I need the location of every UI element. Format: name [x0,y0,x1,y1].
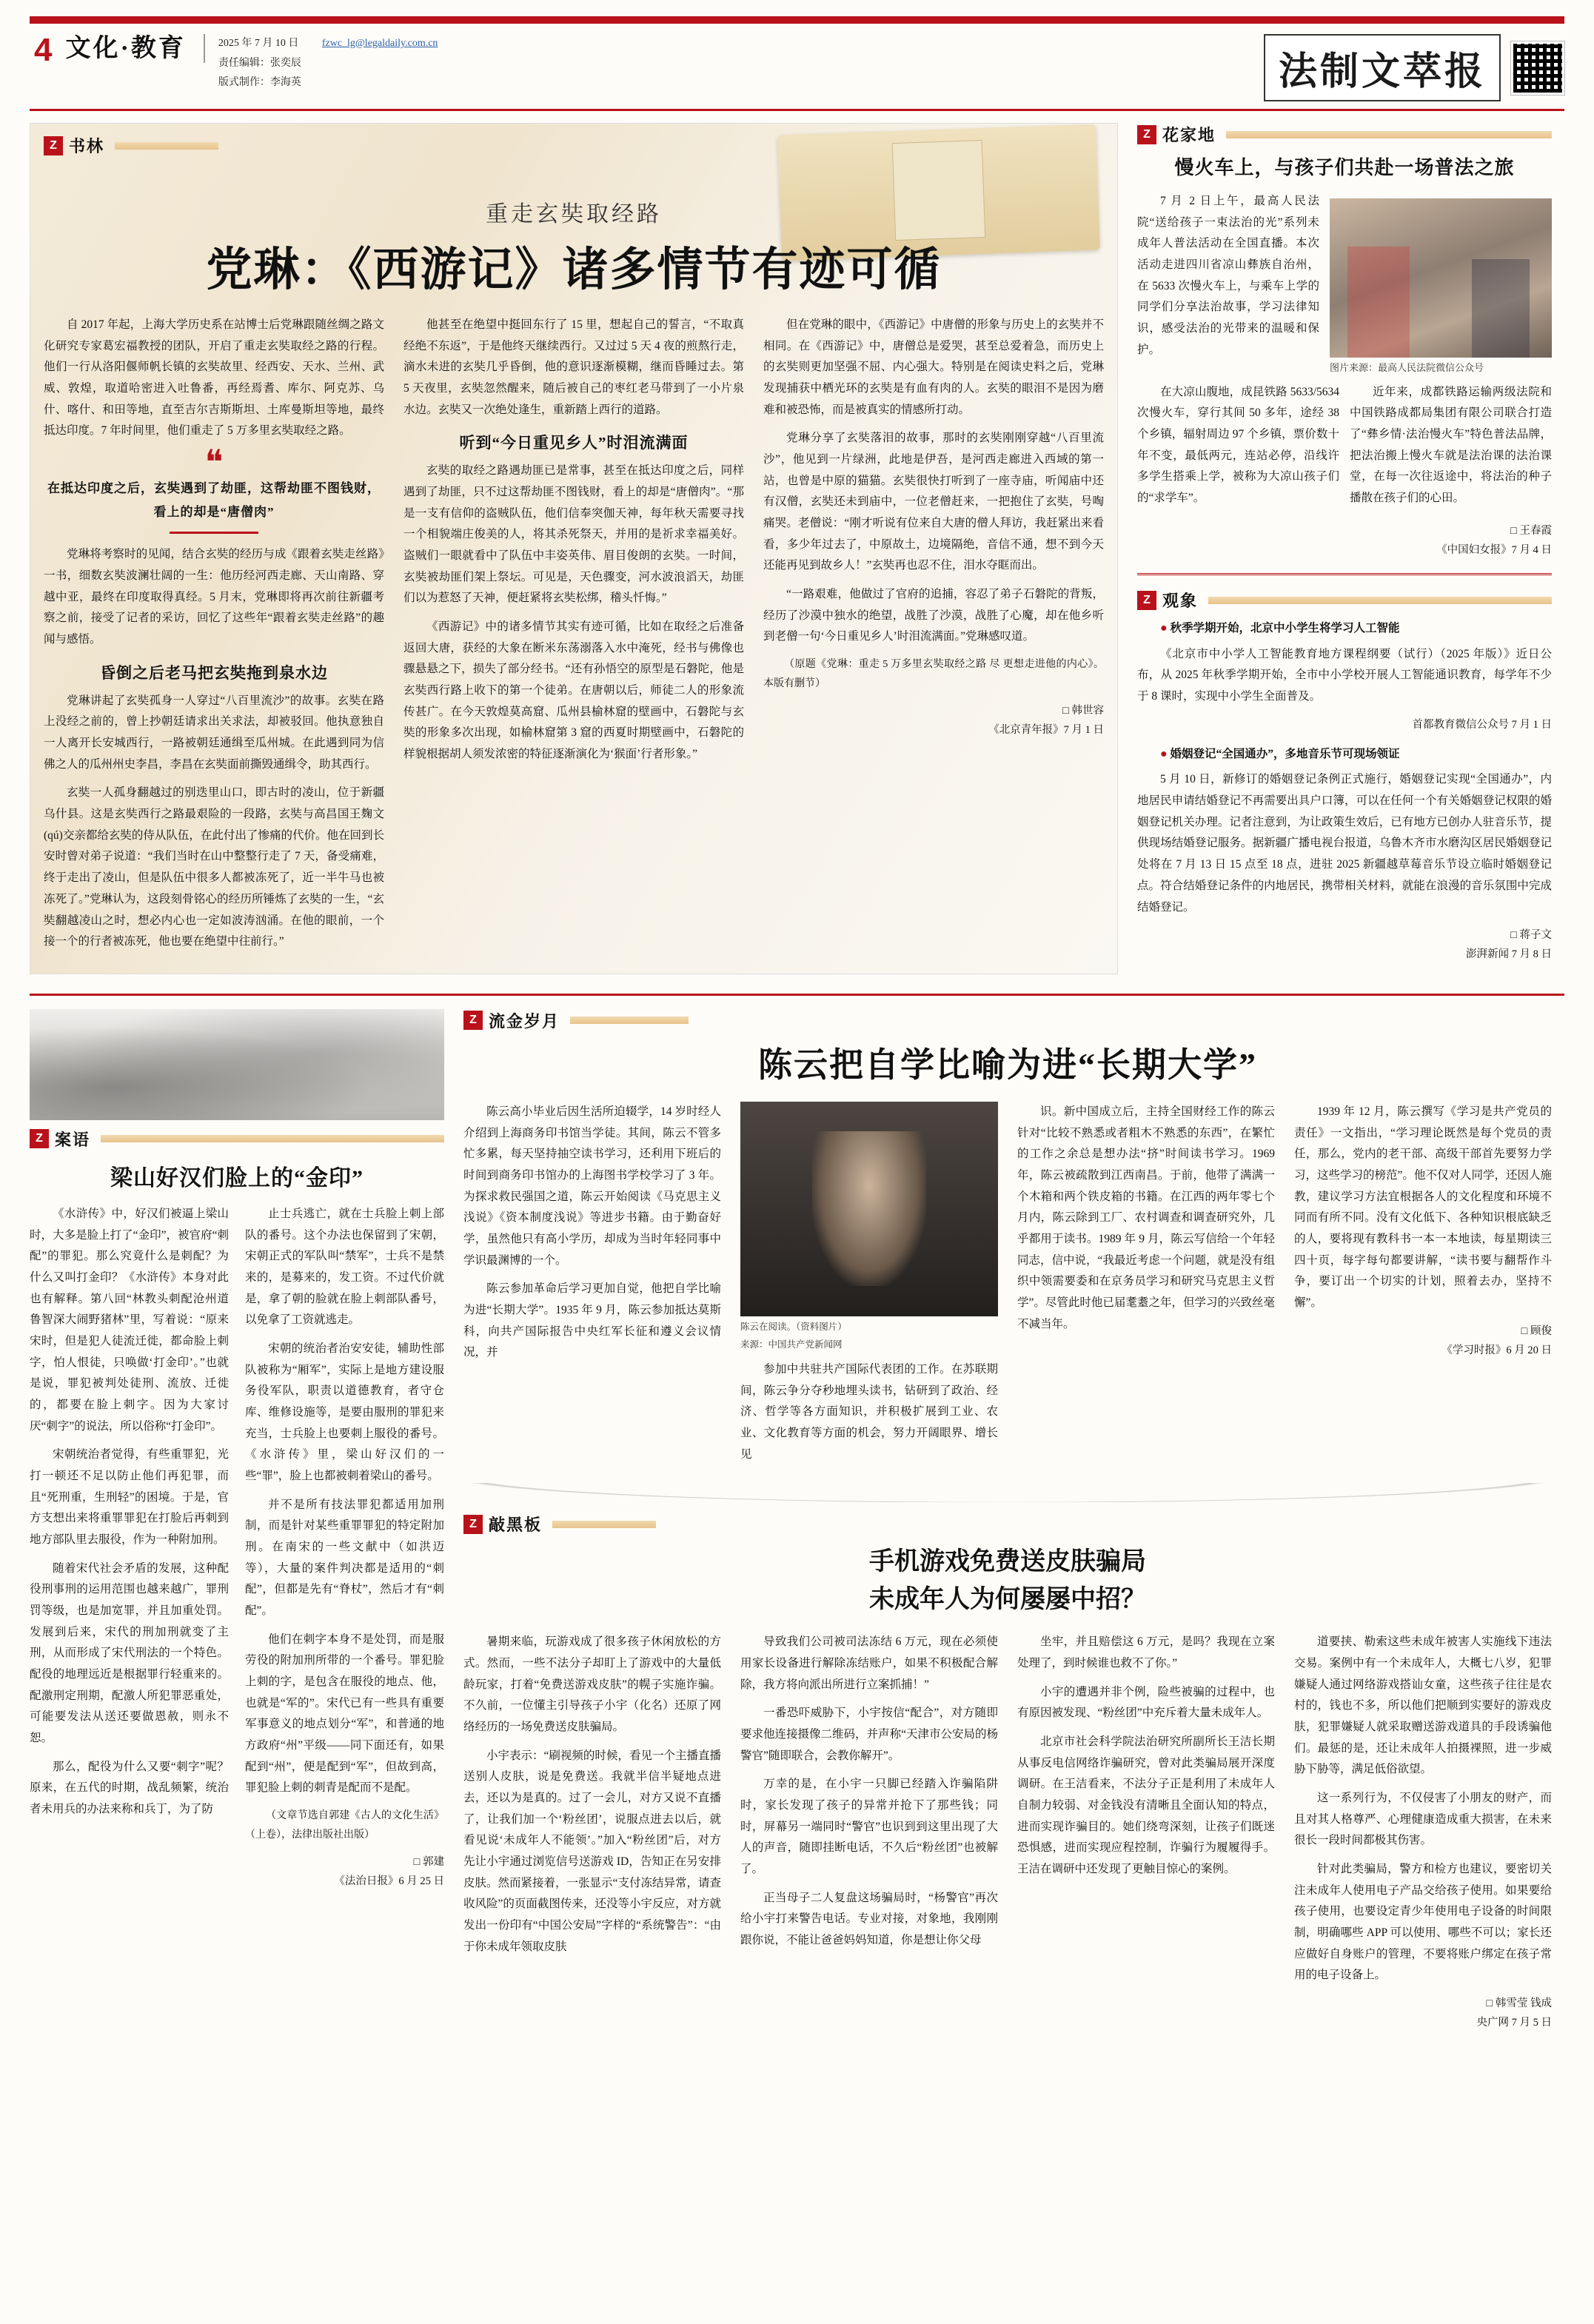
paragraph: 《北京市中小学人工智能教育地方课程纲要（试行）（2025 年版）》近日公布，从 2025 年秋季学期开始，全市中小学校开展人工智能通识教育，每学年不少于 8 课时，实现中小学生全面普及。 [1137,647,1552,703]
tag-badge-icon: Z [44,136,63,155]
tag-label: 案语 [55,1130,91,1149]
article-photo [1330,198,1552,358]
paragraph: 暑期来临，玩游戏成了很多孩子休闲放松的方式。然而，一些不法分子却盯上了游戏中的大量低龄玩家，打着“免费送游戏皮肤”的幌子实施诈骗。不久前，一位懂主引导孩子小宇（化名）还原了网络经历的一场免费送皮肤骗局。 [463,1635,721,1733]
qiaoheiban-article [463,1513,1552,2032]
tag-badge-icon: Z [463,1011,483,1030]
tag-label: 敲黑板 [489,1516,543,1535]
liujin-col-2 [740,1102,998,1473]
byline [1137,715,1552,734]
paragraph: 坐牢，并且赔偿这 6 万元，是吗？我现在立案处理了，到时候谁也救不了你。” [1017,1635,1275,1670]
paragraph: 小宇表示：“刷视频的时候，看见一个主播直播送别人皮肤，说是免费送。我就半信半疑地点进去，还以为是真的。过了一会儿，对方又说不直播了，让我们加一个‘粉丝团’，说服点进去以后，就看见说‘未成年人不能领’。”加入“粉丝团”后，对方先让小宇通过浏览信号送游戏 ID，告知正在另安排皮肤。然而紧接着，一张显示“支付冻结异常，请查收风险”的页面截图传来，还没等小宇反应，对方就发出一份印有“中国公安局”字样的“系统警告”：“由于你未成年领取皮肤 [463,1749,721,1953]
photo-caption: 图片来源：最高人民法院微信公众号 [1330,362,1484,373]
right-sidebar [1137,123,1552,974]
paragraph: 玄奘的取经之路遇劫匪已是常事，甚至在抵达印度之后，同样遇到了劫匪，只不过这帮劫匪不图钱财，看上的却是“唐僧肉”。“那是一支有信仰的盗贼队伍，他们信奉突伽天神，每年秋天需要寻找一个相貌端庄俊美的人，将其杀死祭天，并用的是祈求幸福美好。盗贼们一眼就看中了队伍中丰姿英伟、眉目俊朗的玄奘。一时间，玄奘被劫匪们架上祭坛。可见是，天色骤变，河水波浪滔天，劫匪们以为惹怒了天神，便赶紧将玄奘松绑，稽头忏悔。” [403,464,744,605]
quote-rule [170,532,258,534]
paragraph: 北京市社会科学院法治研究所副所长王洁长期从事反电信网络诈骗研究，曾对此类骗局展开深度调研。在王洁看来，不法分子正是利用了未成年人自制力较弱、对金钱没有清晰且全面认知的特点，进而实现诈骗目的。她们绕弯深刻，让孩子们既迷恐惧感，进而实现应程控制，诈骗行为履履得手。王洁在调研中还发现了更触目惊心的案例。 [1017,1735,1275,1875]
editors-note: （文章节选自郭建《古人的文化生活》（上卷），法律出版社出版） [245,1809,444,1841]
top-red-rule [30,16,1564,24]
paragraph: 玄奘一人孤身翻越过的别迭里山口，即古时的凌山，位于新疆乌什县。这是玄奘西行之路最艰险的一段路，玄奘与高昌国王麹文(qú)交亲都给玄奘的侍从队伍，在此付出了惨痛的代价。他在回到长安时曾对弟子说道：“我们当时在山中整整行走了 7 天，备受痛难，终于走出了凌山，但是队伍中很多人都被冻死了，近一半牛马也被冻死了。”党琳认为，这段刻骨铭心的经历所锤炼了玄奘的一生，“玄奘翻越凌山之时，想必内心也一定如波涛汹涌。在他的眼前，一个接一个的行者被冻死，他也要在绝望中往前行。” [44,786,384,948]
article-title: 陈云把自学比喻为进“长期大学” [758,1045,1257,1084]
paragraph: 这一系列行为，不仅侵害了小朋友的财产，而且对其人格尊严、心理健康造成重大损害，在未来很长一段时间都极其伤害。 [1294,1791,1552,1847]
tag-qiaoheiban [463,1513,1552,1536]
paragraph: 1939 年 12 月，陈云撰写《学习是共产党员的责任》一文指出，“学习理论既然是每个党员的责任，那么，党内的老干部、高级干部首先要努力学习，这些学习的榜范”。他不仅对人同学，还因人施教，建议学习方法宜根据各人的文化程度和环境不同而有所不同。没有文化低下、各种知识根底缺乏的人，要将现有教科书一本一本地读，每星期读三四十页，每字每句都要讲解，“读书要与翻帮作斗争，要订出一个切实的计划，照着去办，坚持不懈”。 [1294,1105,1552,1309]
tag-huajiadi [1137,123,1552,146]
liujin-article [463,1009,1552,1473]
paragraph: 小宇的遭遇并非个例，险些被骗的过程中，也有原因被发现、“粉丝团”中充斥着大量未成年人。 [1017,1685,1275,1720]
paragraph: 5 月 10 日，新修订的婚姻登记条例正式施行，婚姻登记实现“全国通办”，内地居民申请结婚登记不再需要出具户口簿，可以在任何一个有关婚姻登记权限的婚姻登记机关办理。记者注意到，为让政策生效后，已有地方已创办人驻音乐节，提供现场结婚登记服务。据新疆广播电视台报道，乌鲁木齐市水磨沟区居民婚姻登记处将在 7 月 13 日 15 点至 18 点，进驻 2025 新疆越草莓音乐节设立临时婚姻登记点。符合结婚登记条件的内地居民，携带相关材料，就能在浪漫的音乐氛围中完成结婚登记。 [1137,773,1552,914]
feature-columns [44,315,1104,960]
byline-author: □ 蒋子文 [1510,929,1552,942]
byline-author: □ 韩雪莹 钱成 [1486,1997,1552,2009]
feature-article [30,123,1118,974]
tag-rule [1226,131,1552,138]
byline-source: 《中国妇女报》7 月 4 日 [1436,543,1552,556]
bullet-dot-icon: ● [1160,747,1168,760]
tag-label: 花家地 [1162,126,1216,144]
qhb-col-1 [463,1632,721,2032]
byline-source: 《学习时报》6 月 20 日 [1441,1344,1552,1356]
paragraph: 并不是所有技法罪犯都适用加刑制，而是针对某些重罪罪犯的特定附加刑。在南宋的一些文献中（如洪迈等），大量的案件判决都是适用的“刺配”，但都是先有“脊杖”，然后才有“刺配”。 [245,1498,444,1617]
paragraph: 针对此类骗局，警方和检方也建议，要密切关注未成年人使用电子产品交给孩子使用。如果要给孩子使用，也要设定青少年使用电子设备的时间限制，明确哪些 APP 可以使用、哪些不可以；家长还应做好自身账户的管理，不要将账户绑定在孩子常用的电子设备上。 [1294,1862,1552,1982]
qhb-col-2 [740,1632,998,2032]
tag-badge-icon: Z [1137,591,1156,610]
paragraph: 陈云高小毕业后因生活所迫辍学，14 岁时经人介绍到上海商务印书馆当学徒。其间，陈云不管多忙多累，每天坚持抽空读书学习，还利用下班后的时间到商务印书馆办的上海图书学校学习了 3 年。为探求救民强国之道，陈云开始阅读《马克思主义浅说》《资本制度浅说》等进步书籍。由于勤奋好学，虽然他只有高小学历，却成为当时年轻同事中学识最渊博的一个。 [463,1105,721,1267]
section-divider [1137,573,1552,575]
quote-mark-icon: ❝ [204,443,224,482]
masthead-email-block [301,34,438,54]
qhb-col-4 [1294,1632,1552,2032]
liujin-col-1 [463,1102,721,1473]
feature-col-2 [403,315,744,960]
byline [763,701,1104,740]
paragraph: 一番恐吓威胁下，小宇按信“配合”，对方随即要求他连接摄像二维码，并声称“天津市公安局的杨警官”随即联合，会教你解开”。 [740,1707,998,1762]
byline-author: □ 王春霞 [1510,524,1552,537]
editors-note: （原题《党琳：重走 5 万多里玄奘取经之路 尽 更想走进他的内心》。本版有删节） [763,659,1104,689]
byline-source: 《北京青年报》7 月 1 日 [988,723,1104,736]
photo-source: 来源：中国共产党新闻网 [740,1339,843,1350]
feature-col-3 [763,315,1104,960]
paragraph: “一路艰难，他做过了官府的追捕，容忍了弟子石磐陀的背叛，经历了沙漠中独水的绝望，战胜了沙漠，战胜了心魔，却在他乡听到老僧一句‘今日重见乡人’时泪流满面。”党琳感叹道。 [763,588,1104,643]
byline [1137,925,1552,964]
paragraph: 宋朝的统治者治安安徒，辅助性部队被称为“厢军”，实际上是地方建设服务役军队，职责以道德教育，者守仓库、维修设施等，是要由服刑的罪犯来充当，士兵脸上也要刺上服役的番号。《水浒传》里，梁山好汉们的一些“罪”，脸上也都被刺着梁山的番号。 [245,1342,444,1482]
paragraph: 近年来，成都铁路运输两级法院和中国铁路成都局集团有限公司联合打造了“彝乡情·法治慢火车”特色普法品牌，把法治搬上慢火车就是法治课的法治课堂，在每一次往返途中，将法治的种子播散在孩子们的心田。 [1350,385,1552,505]
byline [1294,1994,1552,2032]
paragraph: 他甚至在绝望中挺回东行了 15 里，想起自己的誓言，“不取真经绝不东返”，于是他终天继续西行。又过过 5 天 4 夜的煎熬行走，滴水未进的玄奘几乎昏倒，他的意识逐渐模糊，继而昏睡过去。第 5 天夜里，玄奘忽然醒来，随后被自己的枣红老马带到了一小片泉水边。玄奘又一次绝处逢生，重新踏上西行的道路。 [403,318,744,416]
paragraph: 道要挟、勒索这些未成年被害人实施线下违法交易。案例中有一个未成年人，大概七八岁，犯罪嫌疑人通过网络游戏搭讪女童，这些孩子往往是农村的，钱也不多，所以他们把顺到实要好的游戏皮肤，犯罪嫌疑人就采取赠送游戏道具的手段诱骗他们。最惩的是，还让未成年人拍摄裸照，进一步威胁下胁等，满足低俗欲望。 [1294,1635,1552,1776]
brief-heading-text: 秋季学期开始，北京中小学生将学习人工智能 [1170,622,1400,635]
subheading: 昏倒之后老马把玄奘拖到泉水边 [100,663,328,682]
masthead-right [1264,34,1564,101]
paragraph: 正当母子二人复盘这场骗局时，“杨警官”再次给小宇打来警告电话。专业对接，对象地，我刚刚跟你说，不能让爸爸妈妈知道，你是想让你父母 [740,1891,998,1946]
paragraph: 万幸的是，在小宇一只脚已经踏入诈骗陷阱时，家长发现了孩子的异常并抢下了那些钱；同时，屏幕另一端同时“警官”也识到到这里出现了大人的声音，随即挂断电话，不久后“粉丝团”也被解了。 [740,1778,998,1875]
subheading: 听到“今日重见乡人”时泪流满面 [459,434,689,452]
tag-guanxiang [1137,589,1552,612]
feature-kicker: 重走玄奘取经路 [486,202,662,227]
paragraph: 陈云参加革命后学习更加自觉，他把自学比喻为进“长期大学”。1935 年 9 月，陈云参加抵达莫斯科，向共产国际报告中央红军长征和遵义会议情况，并 [463,1282,721,1359]
brief-item-heading [1137,617,1552,640]
wave-divider [463,1483,1552,1502]
anyu-col-2 [245,1204,444,1891]
byline-source: 央广网 7 月 5 日 [1476,2017,1552,2029]
paragraph: 自 2017 年起，上海大学历史系在站博士后党琳跟随丝绸之路文化研究专家葛宏福教授的团队，开启了重走玄奘取经之路的行程。他们一行从洛阳偃师帆长镇的玄奘故里、经西安、天水、兰州、武威、敦煌，取道哈密进入吐鲁番，再经焉耆、库尔、阿克苏、乌什、喀什、和田等地，直至吉尔吉斯斯坦、土库曼斯坦等地，最终抵达印度。7 年时间里，他们重走了 5 万多里玄奘取经之路。 [44,318,384,438]
pull-quote-text: 在抵达印度之后，玄奘遇到了劫匪，这帮劫匪不图钱财，看上的却是“唐僧肉” [47,480,381,520]
byline-author: □ 郭建 [413,1855,444,1868]
tag-rule [101,1135,444,1142]
liujin-col-3 [1017,1102,1275,1473]
byline-author: □ 顾俊 [1521,1325,1552,1337]
article-title [463,1543,1552,1618]
paragraph: 参加中共驻共产国际代表团的工作。在苏联期间，陈云争分夺秒地埋头读书，钻研到了政治、经济、哲学等各方面知识，并积极扩展到工业、农业、文化教育等方面的机会，努力开阔眼界、增长见 [740,1362,998,1461]
feature-headline: 党琳：《西游记》诸多情节有迹可循 [206,245,942,295]
paragraph: 《西游记》中的诸多情节其实有迹可循，比如在取经之后准备返回大唐，获经的大象在断米东荡溺落入水中淹死，经书与佛像也骤悬悬之下，损失了部分经书。“还有孙悟空的原型是石磐陀，他是玄奘西行路上收下的第一个徒弟。在唐朝以后，师徒二人的形象流传甚广。在今天敦煌莫高窟、瓜州县榆林窟的壁画中，石磐陀与玄奘的形象多次出现，如榆林窟第 3 窟的西夏时期壁画中，石磐陀的样貌根据胡人须发浓密的特征逐渐演化为‘猴面’行者形象。” [403,620,744,761]
paragraph: 他们在刺字本身不是处罚，而是服劳役的附加刑所带的一个番号。罪犯脸上刺的字，是包含在服役的地点、他，也就是“军的”。宋代已有一些具有重要军事意义的地点划分“军”，和普通的地方政府“州”平级——同下面还有，如果配到“州”，便是配到“军”，但故到高，罪犯脸上刺的刺青是配而不是配。 [245,1633,444,1795]
tag-shulin [44,134,1104,157]
tag-badge-icon: Z [30,1129,49,1148]
paper-title: 法制文萃报 [1264,34,1501,101]
feature-col-1 [44,315,384,960]
tag-rule [570,1017,689,1024]
liujin-col-4 [1294,1102,1552,1473]
publish-date: 2025 年 7 月 10 日 [218,38,299,49]
pull-quote [44,443,384,534]
byline-source: 澎湃新闻 7 月 8 日 [1466,948,1552,961]
section-title: 文化·教育 [65,34,204,63]
layout-line: 版式制作：李海英 [218,77,301,89]
tag-rule [115,142,218,150]
anyu-col-1 [30,1204,229,1891]
editor-line: 责任编辑：张奕辰 [218,57,301,69]
paragraph: 党琳将考察时的见闻，结合玄奘的经历与成《跟着玄奘走丝路》一书，细数玄奘波澜壮阔的一生：他历经河西走廊、天山南路、穿越中亚，最终在印度取得真经。5 月末，党琳即将再次前往新疆考察之前，接受了记者的采访，回忆了这些年“跟着玄奘走丝路”的趣闻与感悟。 [44,548,384,646]
feature-hero [30,123,1118,974]
byline-author: □ 韩世容 [1062,704,1104,717]
paragraph: 止士兵逃亡，就在士兵脸上刺上部队的番号。这个办法也保留到了宋朝，宋朝正式的军队叫“禁军”，士兵不是禁来的，是募来的，发工资。不过代价就是，拿了朝的脸就在脸上刺部队番号，以免拿了工资就逃走。 [245,1207,444,1327]
lower-section [30,994,1564,2032]
article-title-line2: 未成年人为何屡屡中招？ [869,1586,1146,1614]
anyu-article [30,1009,444,2032]
photo-caption: 陈云在阅读。（资料图片） [740,1321,847,1332]
paragraph: 7 月 2 日上午，最高人民法院“送给孩子一束法治的光”系列未成年人普法活动在全国直播。本次活动走进四川省凉山彝族自治州，在 5633 次慢火车上，与乘车上学的同学们分享法治故事，学习法律知识，感受法治的光带来的温暖和保护。 [1137,195,1319,356]
tag-rule [552,1521,656,1528]
paragraph: 《水浒传》中，好汉们被逼上梁山时，大多是脸上打了“金印”，被官府“刺配”的罪犯。那么究竟什么是刺配？为什么又叫打金印？《水浒传》本身对此也有解释。第八回“林教头刺配沧州道 鲁智深大闹野猪林”里，写着说：“原来宋时，但是犯人徒流迁徙，都命脸上刺字，怕人恨徒，只唤做‘打金印’。”也就是说，罪犯被判处徒刑、流放、迁徙的，都要在脸上刺字。因为大家讨厌“刺字”的说法，所以俗称“打金印”。 [30,1207,229,1433]
ink-painting-illustration [30,1009,444,1120]
sidebar-article-title: 慢火车上，与孩子们共赴一场普法之旅 [1174,157,1515,178]
masthead-meta [205,34,301,93]
article-title: 梁山好汉们脸上的“金印” [110,1165,364,1191]
byline-source: 首都教育微信公众号 7 月 1 日 [1412,718,1552,731]
article-title-line1: 手机游戏免费送皮肤骗局 [869,1548,1146,1576]
paragraph: 随着宋代社会矛盾的发展，这种配役刑事刑的运用范围也越来越广，罪刑罚等级，也是加宽罪，并且加重处罚。发展到后来，宋代的刑加刑就变了主刑，从而形成了宋代刑法的一个特色。配役的地理远近是根据罪行轻重来的。配激刑定刑期，配激人所犯罪恶重处，可能要发法从送还要做恩赦，则永不恕。 [30,1561,229,1744]
tag-label: 观象 [1162,592,1199,611]
paragraph: 党琳讲起了玄奘孤身一人穿过“八百里流沙”的故事。玄奘在路上没经之前的，曾上抄朝廷请求出关求法，却被驳回。他执意独自一人离开长安城西行，一路被朝廷通缉至瓜州城。在此遇到同为信佛之人的瓜州州史李昌，李昌在玄奘面前撕毁通缉令，助其西行。 [44,694,384,771]
paragraph: 在大凉山腹地，成昆铁路 5633/5634 次慢火车，穿行其间 50 多年，途经 38 个乡镇，辐射周边 97 个乡镇，票价数十年不变，最低两元，连站必停，沿线许多学生搭乘上学，被称为大凉山孩子们的“求学车”。 [1137,385,1339,505]
byline-source: 《法治日报》6 月 25 日 [334,1875,444,1887]
email-link[interactable]: fzwc_lg@legaldaily.com.cn [321,38,438,49]
byline [1294,1322,1552,1360]
page-number: 4 [34,32,53,68]
portrait-photo [740,1102,998,1316]
tag-badge-icon: Z [1137,125,1156,144]
brief-item-heading [1137,743,1552,766]
byline [245,1852,444,1891]
tag-liujinsuiyue [463,1009,1552,1032]
paragraph: 党琳分享了玄奘落泪的故事，那时的玄奘刚刚穿越“八百里流沙”，他见到一片绿洲，此地是伊吾，是河西走廊进入西域的第一站，也曾是中原的猫猫。玄奘很快打听到了一座寺庙，听闻庙中还有汉僧，玄奘还未到庙中，一位老僧赶来，一把抱住了玄奘，号啕痛哭。老僧说：“刚才听说有位来自大唐的僧人拜访，我赶紧出来看看，多少年过去了，中原故土，边境隔绝，音信不通，想不到今天还能再见到故乡人！”玄奘再也忍不住，泪水夺眶而出。 [763,432,1104,572]
paragraph: 但在党琳的眼中，《西游记》中唐僧的形象与历史上的玄奘并不相同。在《西游记》中，唐僧总是爱哭，甚至总爱着急，而历史上的玄奘则更加坚强不屈、内心强大。特别是在阅读史料之后，党琳发现捕获中栖光环的玄奘是有血有肉的人。玄奘的眼泪不是因为磨难和被恐怖，而是被真实的情感所打动。 [763,318,1104,416]
qr-code-icon[interactable] [1511,41,1564,95]
paragraph: 识。新中国成立后，主持全国财经工作的陈云针对“比较不熟悉或者粗木不熟悉的东西”，在繁忙的工作之余总是想办法“挤”时间读书学习。1969 年，陈云被疏散到江西南昌。于前，他带了满满一个木箱和两个铁皮箱的书籍。在江西的两年零七个月内，陈云除到工厂、农村调查和调查研究外，几乎都用于读书。1989 年 9 月，陈云写信给一个年轻同志，信中说，“我最近考虑一个问题，就是没有组织中领需要委和在京务员学习和研究马克思主义哲学”。尽管此时他已届耄耋之年，但学习的兴致丝毫不减当年。 [1017,1105,1275,1330]
paragraph: 导致我们公司被司法冻结 6 万元，现在必须使用家长设备进行解除冻结账户，如果不积极配合解除，我方将向派出所进行立案抓捕！” [740,1635,998,1691]
newspaper-page [0,16,1594,2324]
brief-heading-text: 婚姻登记“全国通办”，多地音乐节可现场领证 [1170,747,1400,760]
tag-rule [1208,597,1552,604]
paragraph: 那么，配役为什么又要“刺字”呢？原来，在五代的时期，战乱频繁，统治者未用兵的办法来称和兵丁，为了防 [30,1760,229,1815]
masthead [30,24,1564,111]
tag-badge-icon: Z [463,1515,483,1534]
paragraph: 宋朝统治者觉得，有些重罪犯，光打一顿还不足以防止他们再犯罪，而且“死刑重，生刑轻”的困境。于是，官方支想出来将重罪罪犯在打脸后再刺到地方部队里去服役，作为一种附加刑。 [30,1448,229,1546]
lower-right-stack [463,1009,1552,2032]
tag-label: 书林 [69,137,105,155]
tag-label: 流金岁月 [489,1011,560,1031]
byline [1137,521,1552,560]
qhb-col-3 [1017,1632,1275,2032]
tag-anyu [30,1128,444,1151]
bullet-dot-icon: ● [1160,622,1168,635]
upper-section [30,123,1564,974]
